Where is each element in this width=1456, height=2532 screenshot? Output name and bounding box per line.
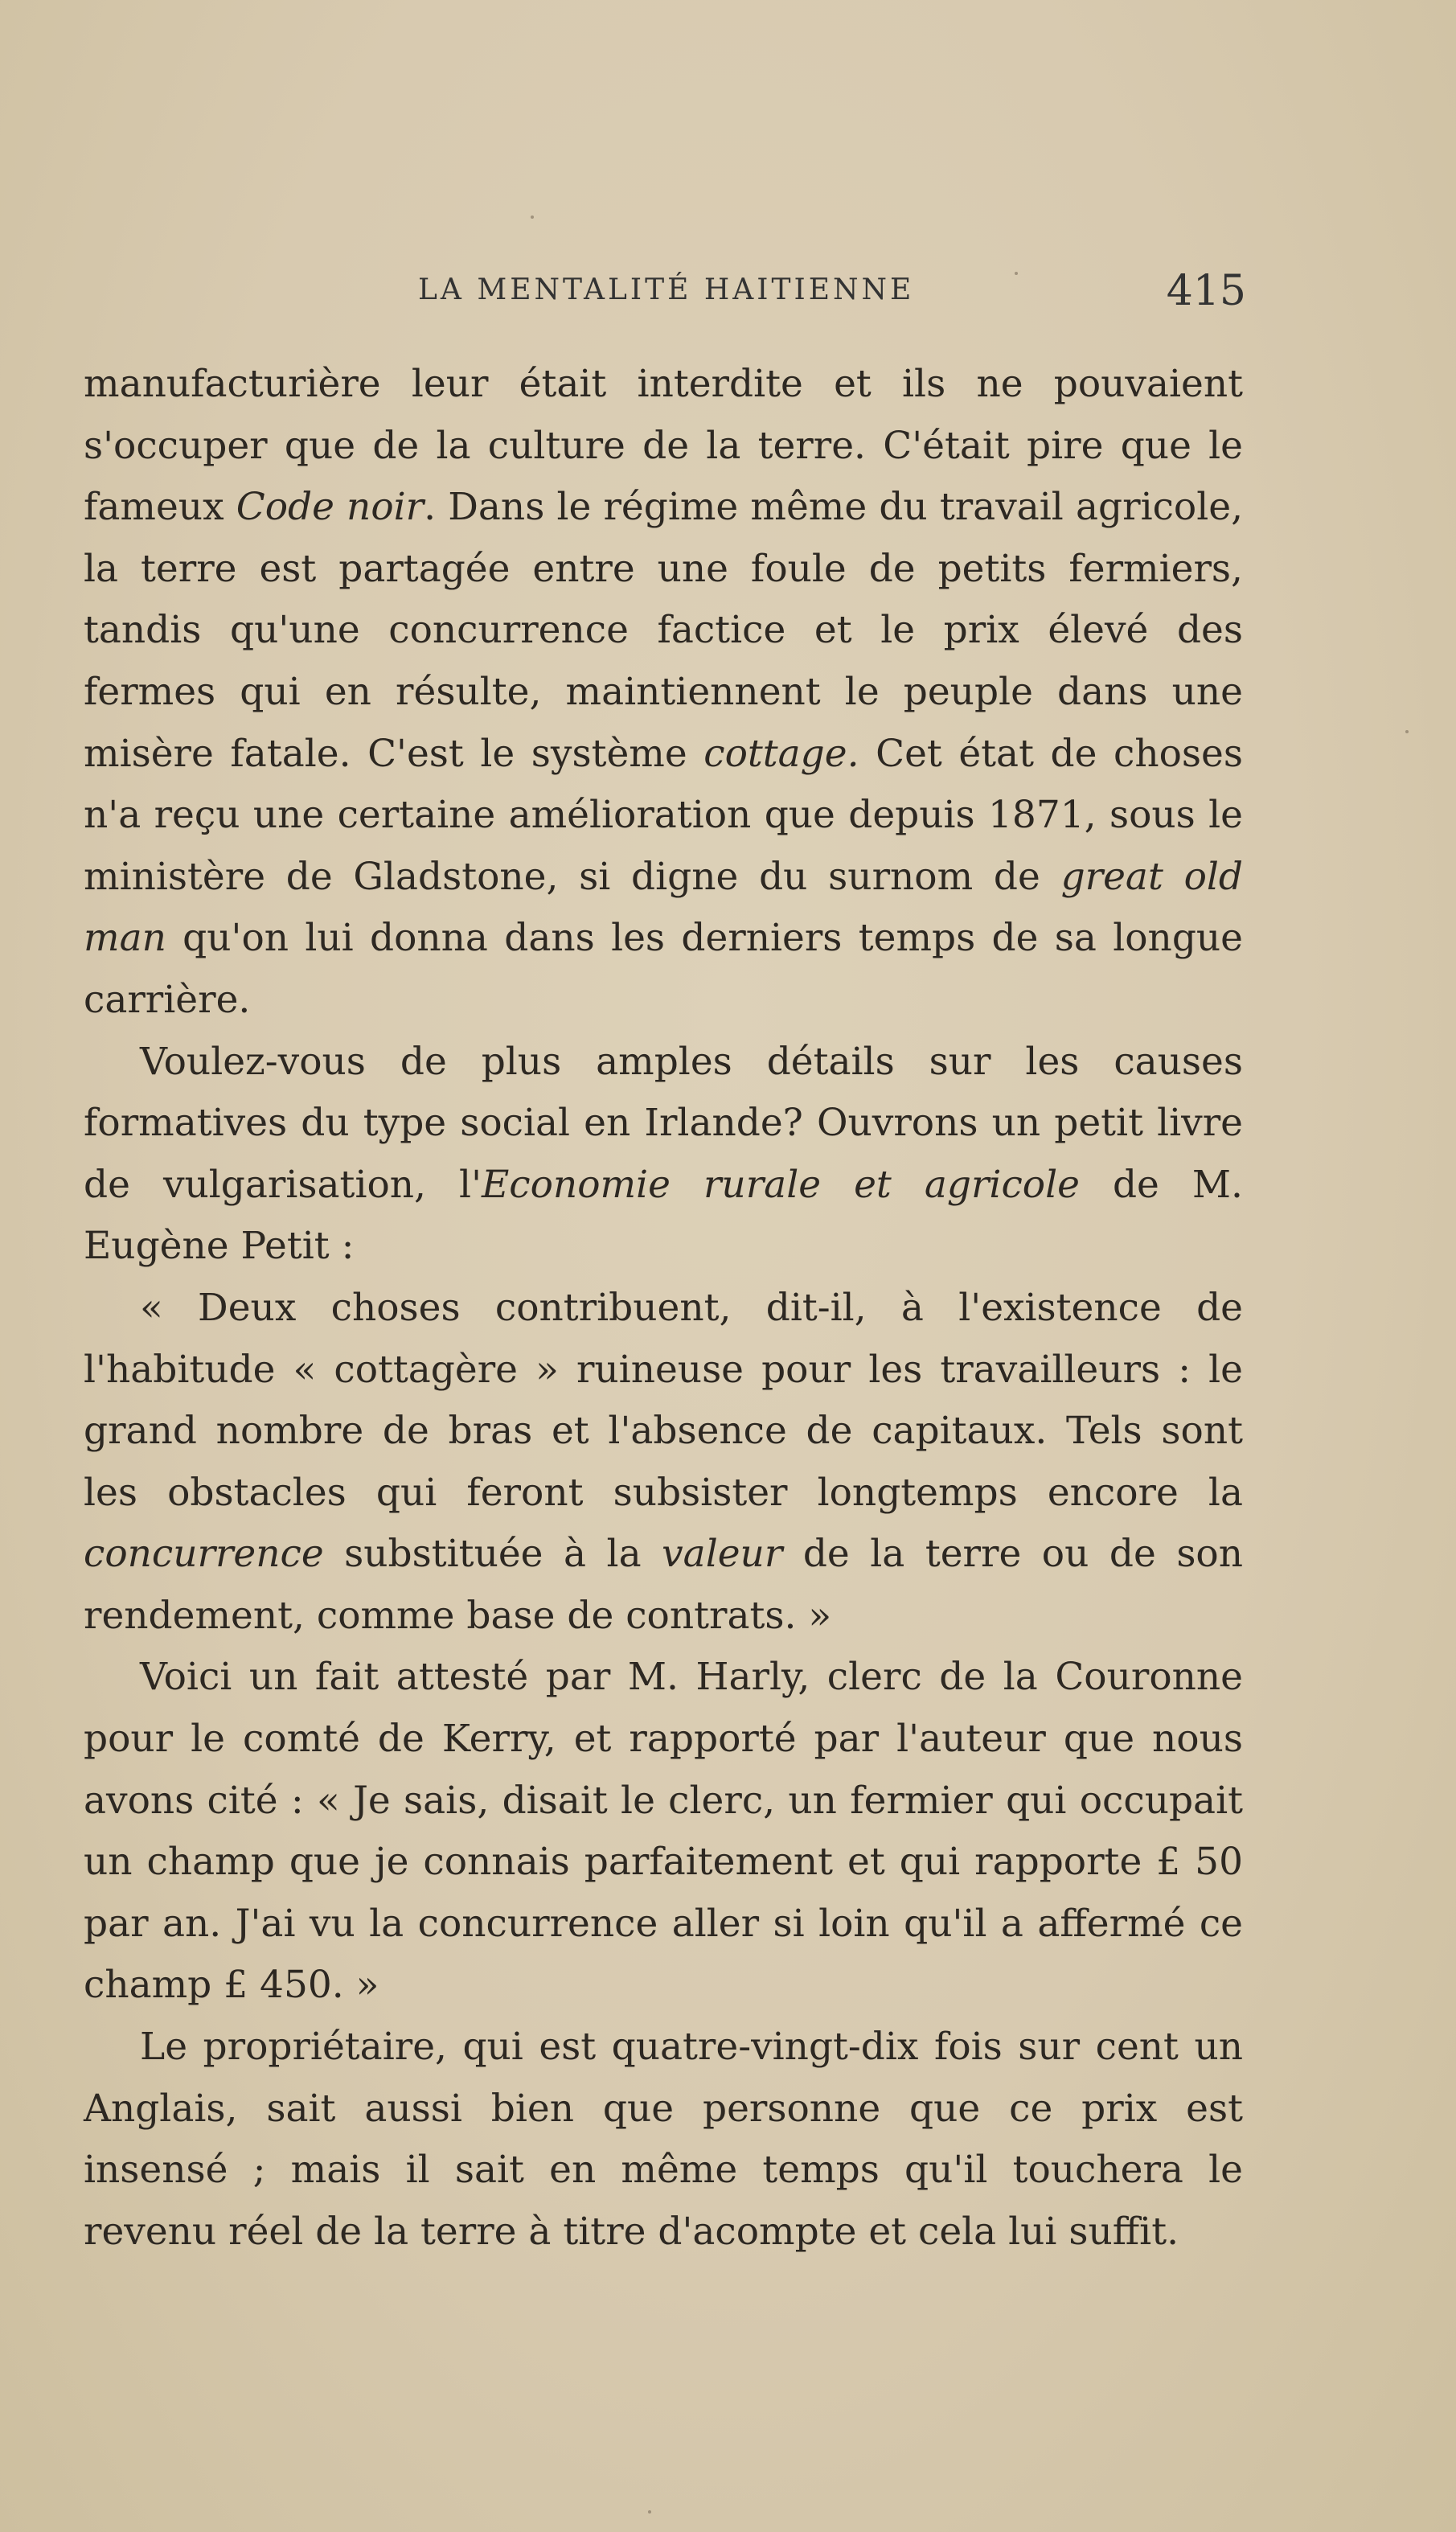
text-segment-italic: Economie rurale et agricole: [482, 1162, 1080, 1207]
paragraph-4: [84, 1647, 1243, 2017]
text-segment: Le propriétaire, qui est quatre-vingt-dix fois sur cent un Anglais, sait aussi bien que personne que ce prix est insensé ; mais il sait en même temps qu'il touchera le revenu réel de la terre à titre d'acompte et cela lui suffit.: [84, 2025, 1243, 2254]
text-segment: qu'on lui donna dans les derniers temps de sa longue carrière.: [84, 916, 1243, 1022]
paper-speck: [531, 215, 534, 219]
paragraph-5: [84, 2017, 1243, 2263]
page-header: [418, 267, 1246, 315]
text-segment-italic: Code noir: [236, 485, 424, 530]
text-segment: Voici un fait attesté par M. Harly, clerc de la Couronne pour le comté de Kerry, et rapporté par l'auteur que nous avons cité : « Je sais, disait le clerc, un fermier qui occupait un champ que je connais parfaitement et qui rapporte £ 50 par an. J'ai vu la concurrence aller si loin qu'il a affermé ce champ £ 450. »: [84, 1655, 1243, 2008]
paragraph-1: [84, 354, 1243, 1032]
running-title: LA MENTALITÉ HAITIENNE: [418, 273, 915, 306]
text-segment: Cet état de choses n'a reçu une certaine amélioration que depuis 1871, sous le ministère de Gladstone, si digne du surnom de: [84, 731, 1243, 899]
text-segment: substituée à la: [323, 1532, 662, 1577]
paragraph-3-quote: [84, 1278, 1243, 1648]
paper-speck: [648, 2510, 651, 2514]
text-segment: Voulez-vous de plus amples détails sur les causes formatives du type social en Irlande? Ouvrons un petit livre de vulgarisation, l': [84, 1039, 1243, 1207]
text-segment: . Dans le régime même du travail agricole, la terre est partagée entre une foule de petits fermiers, tandis qu'une concurrence factice et le prix élevé des fermes qui en résulte, maintiennent le peuple dans une misère fatale. C'est le système: [84, 485, 1244, 776]
text-segment: manufacturière leur était interdite et ils ne pouvaient s'occuper que de la culture de la terre. C'était pire que le fameux: [84, 362, 1243, 530]
paragraph-2: [84, 1032, 1243, 1278]
page-number: 415: [1166, 267, 1246, 315]
text-segment-italic: concurrence: [84, 1532, 324, 1577]
body-text: [84, 354, 1243, 2263]
text-segment-italic: cottage.: [703, 731, 859, 776]
text-segment-italic: great old man: [84, 854, 1243, 961]
text-segment: de la terre ou de son rendement, comme base de contrats. »: [84, 1532, 1244, 1638]
paper-speck: [1405, 730, 1409, 733]
text-segment-italic: valeur: [662, 1532, 783, 1577]
paper-speck: [1015, 272, 1018, 275]
text-segment: « Deux choses contribuent, dit-il, à l'existence de l'habitude « cottagère » ruineuse pour les travailleurs : le grand nombre de bras et l'absence de capitaux. Tels sont les obstacles qui feront subsister longtemps encore la: [84, 1285, 1243, 1515]
text-segment: de M. Eugène Petit :: [84, 1162, 1243, 1269]
